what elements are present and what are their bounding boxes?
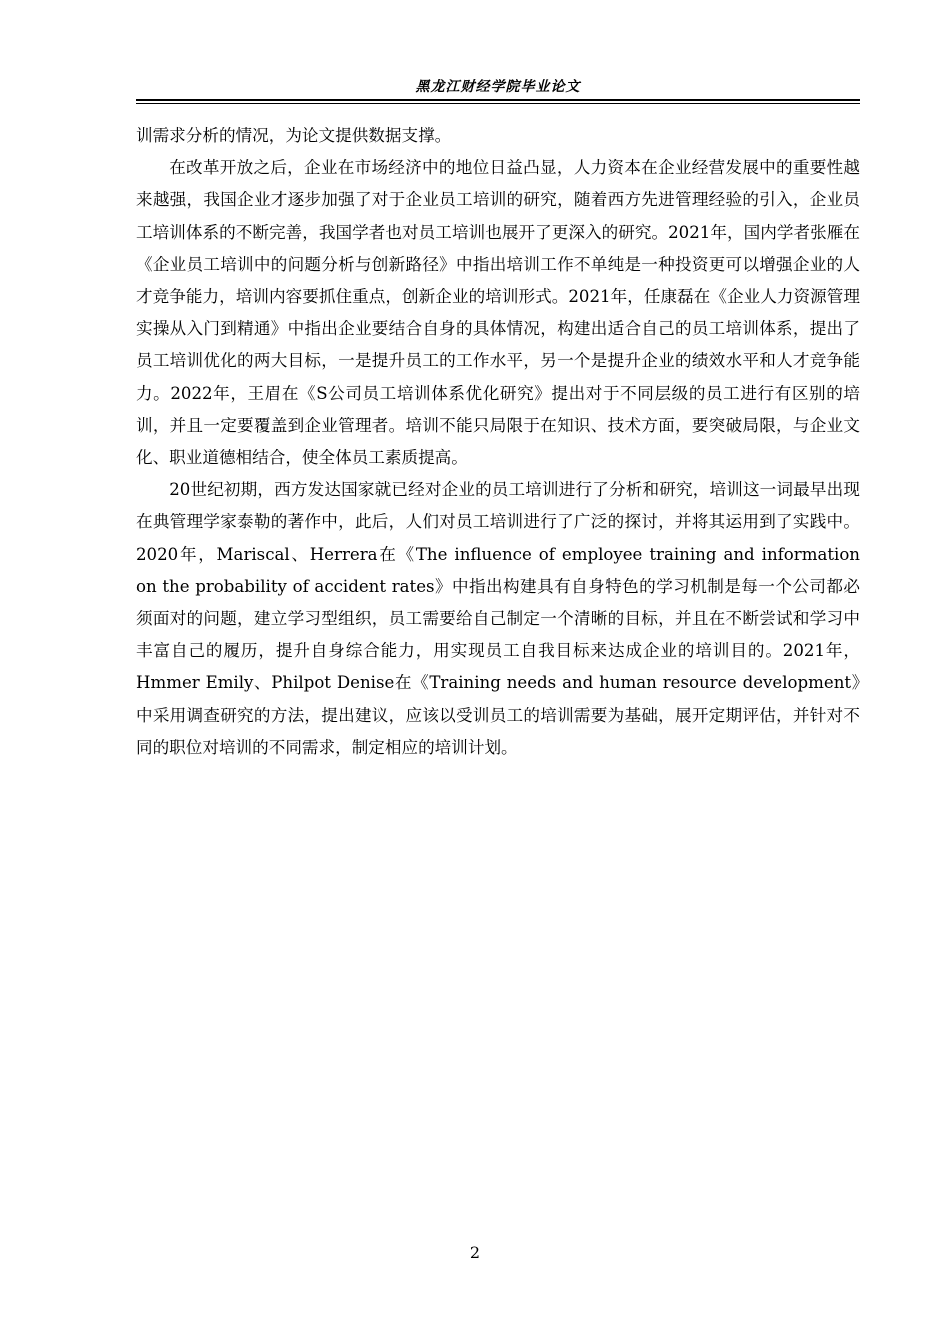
body-text (136, 120, 860, 764)
running-header-title: 黑龙江财经学院毕业论文 (415, 79, 581, 95)
page-number: 2 (469, 1243, 481, 1262)
header-rule-thick (136, 99, 860, 101)
header-rule-thin (136, 103, 860, 104)
paragraph-continuation: 训需求分析的情况，为论文提供数据支撑。 (136, 126, 452, 145)
paragraph-domestic-research: 在改革开放之后，企业在市场经济中的地位日益凸显，人力资本在企业经营发展中的重要性越来越强，我国企业才逐步加强了对于企业员工培训的研究，随着西方先进管理经验的引入，企业员工培训体系的不断完善，我国学者也对员工培训也展开了更深入的研究。2021年，国内学者张雁在《企业员工培训中的问题分析与创新路径》中指出培训工作不单纯是一种投资更可以增强企业的人才竞争能力，培训内容要抓住重点，创新企业的培训形式。2021年，任康磊在《企业人力资源管理实操从入门到精通》中指出企业要结合自身的具体情况，构建出适合自己的员工培训体系，提出了员工培训优化的两大目标，一是提升员工的工作水平，另一个是提升企业的绩效水平和人才竞争能力。2022年，王眉在《S公司员工培训体系优化研究》提出对于不同层级的员工进行有区别的培训，并且一定要覆盖到企业管理者。培训不能只局限于在知识、技术方面，要突破局限，与企业文化、职业道德相结合，使全体员工素质提高。 (136, 158, 860, 468)
paragraph-foreign-research: 20世纪初期，西方发达国家就已经对企业的员工培训进行了分析和研究，培训这一词最早出现在典管理学家泰勒的著作中，此后，人们对员工培训进行了广泛的探讨，并将其运用到了实践中。2020年，Mariscal、Herrera在《The influence of employee training and information on the probability of accident rates》中指出构建具有自身特色的学习机制是每一个公司都必须面对的问题，建立学习型组织，员工需要给自己制定一个清晰的目标，并且在不断尝试和学习中丰富自己的履历，提升自身综合能力，用实现员工自我目标来达成企业的培训目的。2021年，Hmmer Emily、Philpot Denise在《Training needs and human resource development》中采用调查研究的方法，提出建议，应该以受训员工的培训需要为基础，展开定期评估，并针对不同的职位对培训的不同需求，制定相应的培训计划。 (136, 480, 860, 757)
